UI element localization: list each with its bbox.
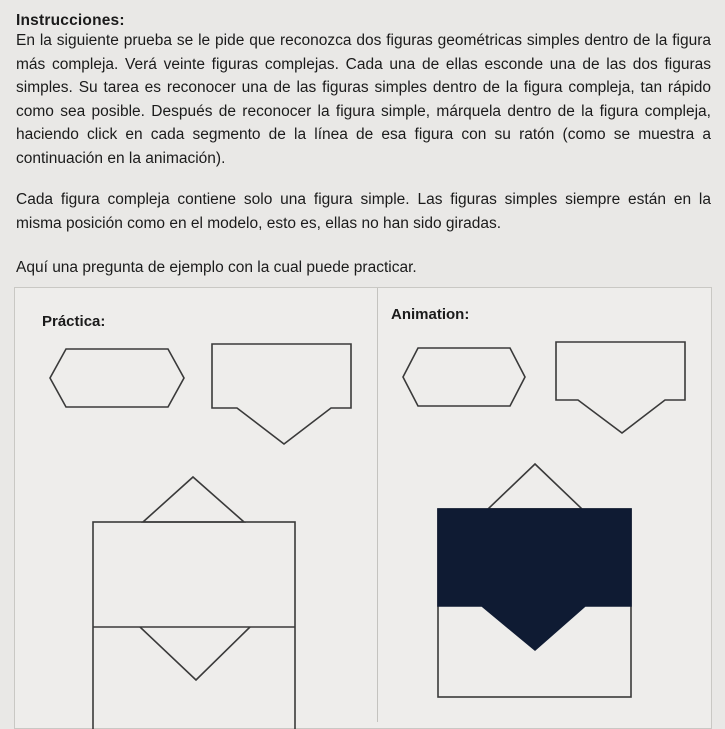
- animation-label: Animation:: [391, 306, 470, 323]
- instructions-paragraph-2: Cada figura compleja contiene solo una figura simple. Las figuras simples siempre están en la misma posición como en el modelo, esto es, ellas no han sido giradas.: [16, 191, 711, 232]
- instructions-paragraph-3: Aquí una pregunta de ejemplo con la cual puede practicar.: [16, 259, 417, 276]
- instructions-paragraph-1: En la siguiente prueba se le pide que reconozca dos figuras geométricas simples dentro de la figura más compleja. Verá veinte figuras complejas. Cada una de ellas esconde una de las dos figuras simples. Su tarea es reconocer una de las figuras simples dentro de la figura compleja, tan rápido como sea posible. Después de reconocer la figura simple, márquela dentro de la figura compleja, haciendo click en cada segmento de la línea de esa figura con su ratón (como se muestra a continuación en la animación).: [16, 32, 711, 167]
- instructions-heading: Instrucciones:: [16, 12, 125, 29]
- animation-highlighted-shape: [438, 509, 631, 650]
- practice-label: Práctica:: [42, 313, 106, 330]
